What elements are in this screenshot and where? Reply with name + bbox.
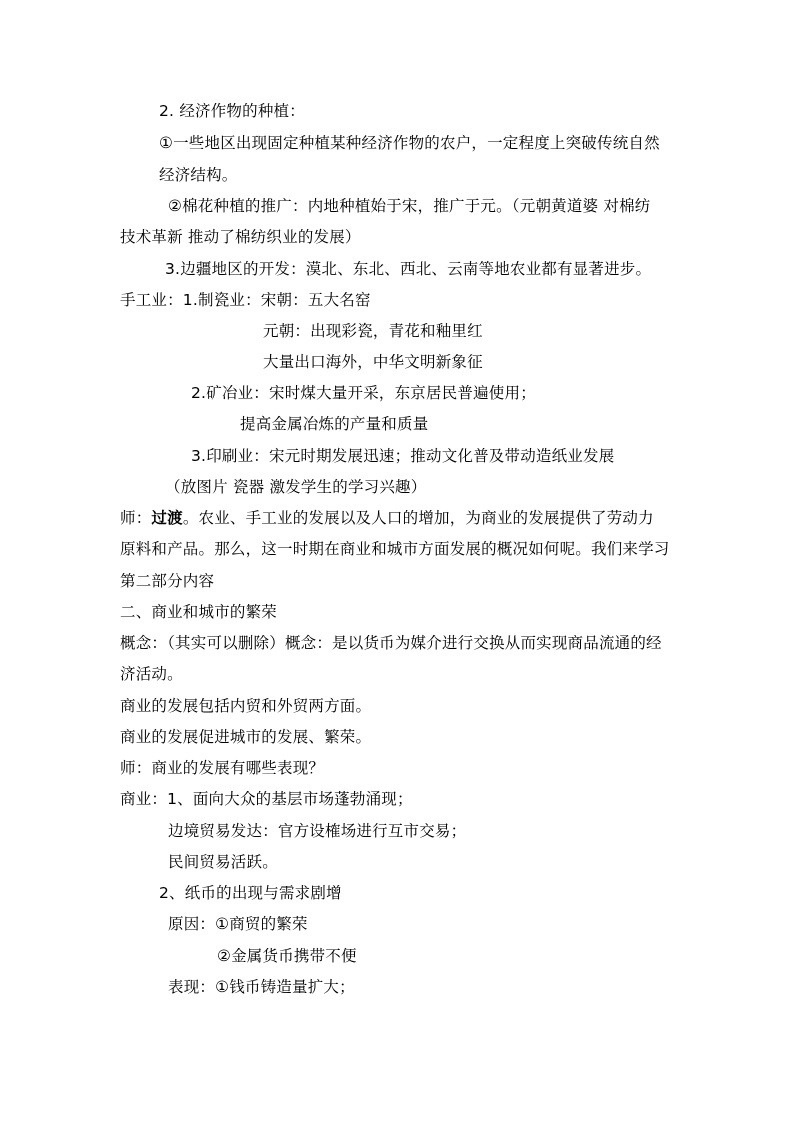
paragraph-line: 商业的发展包括内贸和外贸两方面。: [120, 697, 372, 715]
heading-cash-crops: 2. 经济作物的种植：: [159, 102, 305, 120]
paragraph-line: 3.边疆地区的开发：漠北、东北、西北、云南等地农业都有显著进步。: [165, 260, 652, 278]
paragraph-line: 3.印刷业：宋元时期发展迅速；推动文化普及带动造纸业发展: [191, 447, 615, 465]
paragraph-line: 原料和产品。那么，这一时期在商业和城市方面发展的概况如何呢。我们来学习: [120, 540, 670, 558]
paragraph-line: 技术革新 推动了棉纺织业的发展）: [120, 228, 361, 246]
paragraph-line: 师：商业的发展有哪些表现？: [120, 759, 325, 777]
transition-line: [120, 508, 654, 528]
paragraph-line: ②棉花种植的推广：内地种植始于宋，推广于元。（元朝黄道婆 对棉纺: [168, 197, 651, 215]
teacher-note: （放图片 瓷器 激发学生的学习兴趣）: [165, 478, 427, 496]
heading-handicraft: 手工业：1.制瓷业：宋朝：五大名窑: [120, 291, 371, 309]
paragraph-line: 大量出口海外，中华文明新象征: [263, 353, 483, 371]
paragraph-line: 提高金属冶炼的产量和质量: [240, 415, 429, 433]
speaker-label: 师：: [120, 509, 152, 527]
paragraph-line: ①一些地区出现固定种植某种经济作物的农户，一定程度上突破传统自然: [159, 134, 660, 152]
paragraph-line: 民间贸易活跃。: [168, 853, 278, 871]
transition-label: 过渡: [151, 509, 183, 527]
paragraph-line: 边境贸易发达：官方设榷场进行互市交易；: [168, 822, 467, 840]
heading-commerce: 商业：1、面向大众的基层市场蓬勃涌现；: [120, 790, 413, 808]
paragraph-line: 2.矿冶业：宋时煤大量开采，东京居民普遍使用；: [191, 384, 536, 402]
transition-text: 。农业、手工业的发展以及人口的增加，为商业的发展提供了劳动力: [182, 509, 654, 527]
paragraph-line: 经济结构。: [159, 166, 238, 184]
paragraph-line: ②金属货币携带不便: [217, 947, 357, 965]
paragraph-line: 原因：①商贸的繁荣: [168, 915, 308, 933]
paragraph-line: 第二部分内容: [120, 572, 215, 590]
paragraph-line: 2、纸币的出现与需求剧增: [159, 884, 342, 902]
paragraph-line: 商业的发展促进城市的发展、繁荣。: [120, 728, 372, 746]
paragraph-line: 元朝：出现彩瓷，青花和釉里红: [263, 322, 483, 340]
paragraph-line: 表现：①钱币铸造量扩大；: [168, 978, 355, 996]
heading-commerce-cities: 二、商业和城市的繁荣: [120, 603, 278, 621]
paragraph-line: 概念：（其实可以删除）概念：是以货币为媒介进行交换从而实现商品流通的经: [120, 634, 662, 652]
paragraph-line: 济活动。: [120, 665, 183, 683]
